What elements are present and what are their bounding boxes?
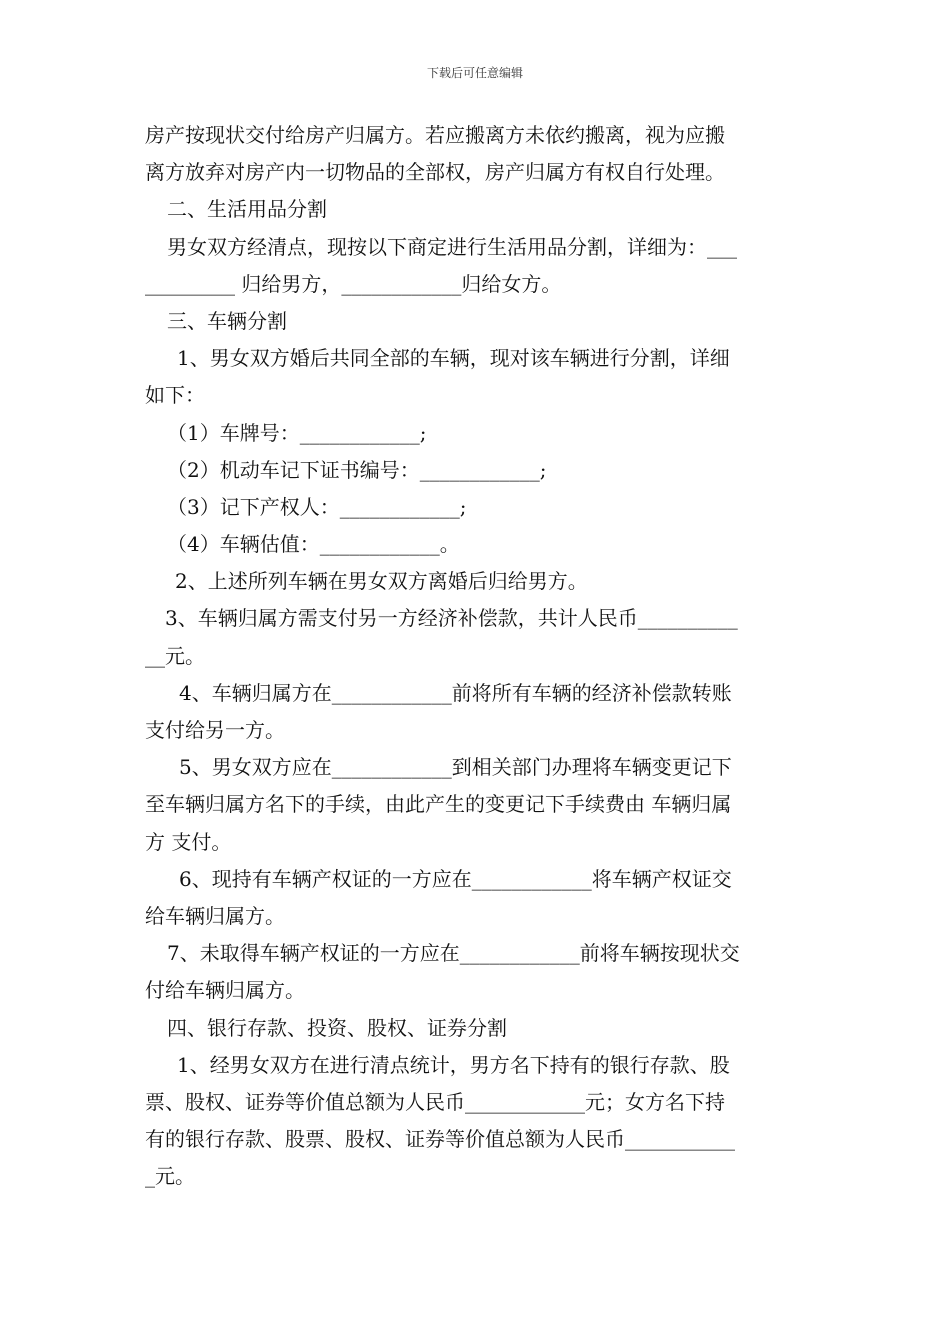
text-line: 支付给另一方。 bbox=[145, 718, 285, 742]
text-line: 方 支付。 bbox=[145, 829, 232, 854]
page-header: 下载后可任意编辑 bbox=[426, 66, 523, 80]
text-line: 离方放弃对房产内一切物品的全部权，房产归属方有权自行处理。 bbox=[145, 160, 725, 185]
text-line: 6、现持有车辆产权证的一方应在____________将车辆产权证交 bbox=[179, 866, 732, 891]
text-line: （2）机动车记下证书编号：____________; bbox=[167, 457, 547, 482]
document-body bbox=[145, 117, 807, 1195]
text-line: 票、股权、证券等价值总额为人民币____________元；女方名下持 bbox=[145, 1089, 725, 1114]
text-line: 如下： bbox=[145, 383, 205, 408]
text-line: 3、车辆归属方需支付另一方经济补偿款，共计人民币__________ bbox=[165, 606, 738, 631]
text-line: （4）车辆估值：____________。 bbox=[167, 532, 460, 557]
text-line: 四、银行存款、投资、股权、证券分割 bbox=[167, 1015, 507, 1040]
text-line: 至车辆归属方名下的手续，由此产生的变更记下手续费由 车辆归属 bbox=[145, 792, 732, 817]
text-line: 7、未取得车辆产权证的一方应在____________前将车辆按现状交 bbox=[167, 941, 740, 966]
text-line: __元。 bbox=[145, 643, 205, 668]
text-line: 男女双方经清点，现按以下商定进行生活用品分割，详细为：___ bbox=[167, 234, 737, 259]
text-line: _________ 归给男方，____________归给女方。 bbox=[145, 271, 562, 296]
text-line: 付给车辆归属方。 bbox=[145, 978, 305, 1003]
text-line: _元。 bbox=[145, 1164, 195, 1189]
text-line: 三、车辆分割 bbox=[167, 308, 287, 333]
text-line: 二、生活用品分割 bbox=[167, 197, 327, 222]
text-line: 4、车辆归属方在____________前将所有车辆的经济补偿款转账 bbox=[179, 680, 732, 705]
text-line: （1）车牌号：____________; bbox=[167, 420, 427, 445]
text-line: （3）记下产权人：____________; bbox=[167, 494, 467, 519]
text-line: 1、经男女双方在进行清点统计，男方名下持有的银行存款、股 bbox=[177, 1052, 730, 1077]
text-line: 房产按现状交付给房产归属方。若应搬离方未依约搬离，视为应搬 bbox=[145, 123, 725, 147]
text-line: 1、男女双方婚后共同全部的车辆，现对该车辆进行分割，详细 bbox=[177, 346, 730, 371]
text-line: 有的银行存款、股票、股权、证券等价值总额为人民币___________ bbox=[145, 1127, 735, 1152]
text-line: 5、男女双方应在____________到相关部门办理将车辆变更记下 bbox=[179, 755, 732, 780]
text-line: 给车辆归属方。 bbox=[145, 903, 285, 928]
text-line: 2、上述所列车辆在男女双方离婚后归给男方。 bbox=[175, 569, 588, 594]
